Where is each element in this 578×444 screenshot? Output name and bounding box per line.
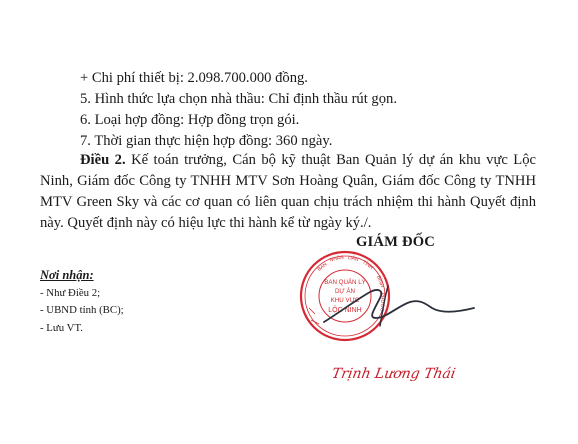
svg-text:DÂN: DÂN bbox=[347, 254, 359, 264]
recipient-item: - UBND tỉnh (BC); bbox=[40, 304, 124, 316]
recipient-item: - Như Điều 2; bbox=[40, 287, 101, 299]
recipient-item: - Lưu VT. bbox=[40, 322, 83, 334]
signer-title: GIÁM ĐỐC bbox=[356, 234, 436, 250]
svg-text:BAN: BAN bbox=[316, 261, 329, 273]
svg-text:BÌNH: BÌNH bbox=[375, 275, 385, 289]
selection-method-line: 5. Hình thức lựa chọn nhà thầu: Chỉ định thầu rút gọn. bbox=[80, 91, 397, 107]
svg-text:TỈNH: TỈNH bbox=[361, 259, 375, 272]
svg-text:PHƯỚC: PHƯỚC bbox=[378, 292, 386, 312]
article-2-label: Điều 2. bbox=[80, 152, 126, 168]
contract-type-line: 6. Loại hợp đồng: Hợp đồng trọn gói. bbox=[80, 112, 300, 128]
svg-text:LỘC NINH: LỘC NINH bbox=[328, 307, 362, 314]
svg-text:NHÂN: NHÂN bbox=[329, 254, 345, 264]
recipients-heading: Nơi nhận: bbox=[40, 268, 94, 282]
handwritten-signature bbox=[318, 282, 480, 332]
signer-name: Trịnh Lương Thái bbox=[330, 366, 457, 382]
svg-text:KHU VỰC: KHU VỰC bbox=[330, 297, 360, 304]
cost-equipment-line: + Chi phí thiết bị: 2.098.700.000 đồng. bbox=[80, 70, 308, 86]
article-2-text: Kế toán trưởng, Cán bộ kỹ thuật Ban Quản lý dự án khu vực Lộc Ninh, Giám đốc Công ty TNHH MTV Sơn Hoàng Quân, Giám đốc Công ty TNHH MTV Green Sky và các cơ quan có liên quan chịu trách nhiệm thi hành Quyết định này. Quyết định này có hiệu lực thi hành kể từ ngày ký./. bbox=[40, 152, 536, 231]
contract-duration-line: 7. Thời gian thực hiện hợp đồng: 360 ngày. bbox=[80, 133, 333, 149]
svg-text:DỰ ÁN: DỰ ÁN bbox=[334, 288, 356, 295]
article-2-paragraph bbox=[40, 150, 536, 234]
svg-text:BAN QUẢN LÝ: BAN QUẢN LÝ bbox=[324, 279, 366, 286]
